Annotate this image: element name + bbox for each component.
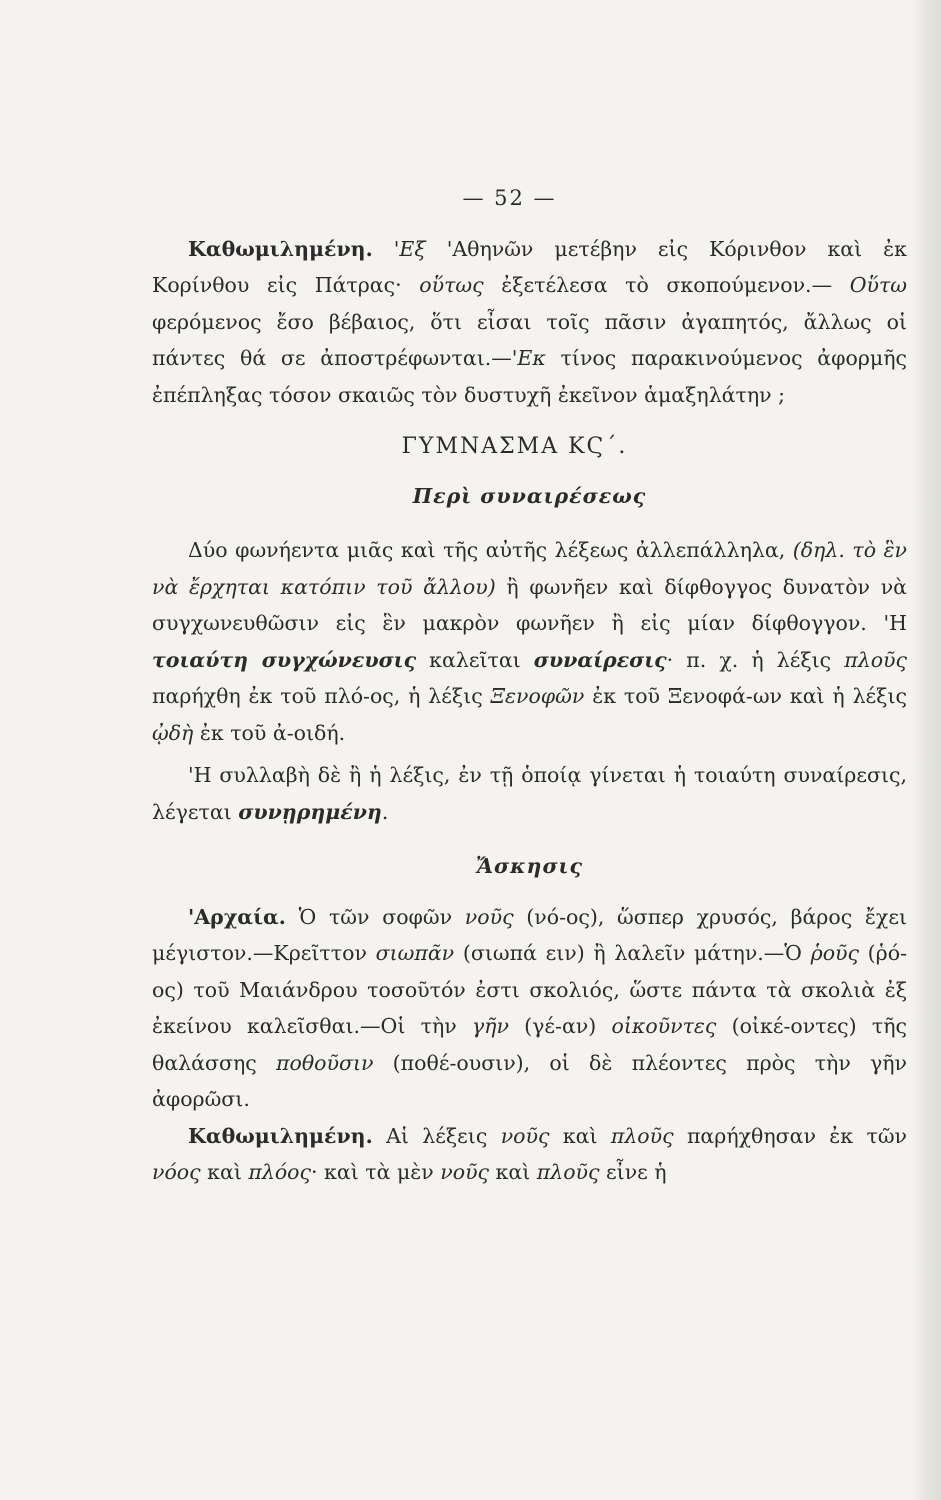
document-page <box>152 180 907 1191</box>
italic-word: ᾠδὴ <box>152 720 194 745</box>
text-run: Δύο φωνήεντα μιᾶς καὶ τῆς αὐτῆς λέξεως ἀλλεπάλληλα, <box>188 538 793 562</box>
italic-word: οἰκοῦντες <box>611 1014 717 1038</box>
italic-word: σιωπᾶν <box>375 941 455 965</box>
text-run: τίνος παρακινούμενος ἀφορμῆς ἐπέπληξας τόσον σκαιῶς τὸν δυστυχῆ ἐκεῖνον ἁμαξηλάτην ; <box>152 346 907 407</box>
text-run: . <box>381 799 389 824</box>
text-run: Ὁ τῶν σοφῶν <box>285 904 465 929</box>
text-run: (ῥό-ος) τοῦ Μαιάνδρου τοσοῦτόν ἐστι σκολιός, ὥστε πάντα τὰ σκολιὰ ἐξ ἐκείνου καλεῖσθαι.—Οἱ τὴν <box>152 941 908 1038</box>
italic-word: πλόος <box>248 1160 312 1184</box>
text-run: (ποθέ-ουσιν), οἱ δὲ πλέοντες πρὸς τὴν γῆν ἀφορῶσι. <box>152 1050 907 1111</box>
text-run: (σιωπά ειν) ἢ λαλεῖν μάτην.—Ὁ <box>454 941 811 965</box>
paragraph-label: Καθωμιλημένη. <box>188 236 373 261</box>
italic-word: ποθοῦσιν <box>276 1050 374 1075</box>
italic-phrase: (δηλ. τὸ ἓν νὰ ἔρχηται κατόπιν τοῦ ἄλλου) <box>152 538 908 599</box>
exercise-heading: Ἄσκησις <box>476 854 583 878</box>
italic-word: νοῦς <box>440 1160 490 1184</box>
section-title: ΓΥΜΝΑΣΜΑ ΚϚ΄. <box>401 434 628 459</box>
text-run: 'Η συλλαβὴ δὲ ἢ ἡ λέξις, ἐν τῇ ὁποίᾳ γίνεται ἡ τοιαύτη συναίρεσις, λέγεται <box>152 763 907 824</box>
italic-word: Ξενοφῶν <box>490 684 585 708</box>
text-run: καὶ <box>200 1160 249 1184</box>
text-run: ἢ φωνῆεν καὶ δίφθογγος δυνατὸν νὰ συγχωνευθῶσιν εἰς ἓν μακρὸν φωνῆεν ἢ εἰς μίαν δίφθογγον. 'Η <box>152 574 907 635</box>
italic-word: πλοῦς <box>610 1123 674 1148</box>
paragraph-label: 'Αρχαία. <box>188 904 286 929</box>
text-run: Αἱ λέξεις <box>372 1123 501 1148</box>
text-run: καλεῖται <box>416 647 534 672</box>
italic-word: γῆν <box>471 1014 509 1038</box>
text-run: · π. χ. ἡ λέξις <box>666 647 845 672</box>
page-edge <box>911 0 941 1500</box>
subheading: Περὶ συναιρέσεως <box>412 483 647 508</box>
page-number: — 52 — <box>462 186 557 210</box>
italic-word: 'Εξ <box>393 236 426 261</box>
text-run: · καὶ τὰ μὲν <box>311 1160 441 1184</box>
text-run: (οἰκέ-οντες) τῆς θαλάσσης <box>152 1014 907 1075</box>
bold-term: τοιαύτη συγχώνευσις <box>152 647 417 672</box>
italic-word: οὕτως <box>419 273 484 297</box>
text-run: (γέ-αν) <box>508 1014 612 1038</box>
text-run: 'Αθηνῶν μετέβην εἰς Κόρινθον καὶ ἐκ Κορίνθου εἰς Πάτρας· <box>152 236 907 297</box>
text-run: ἐξετέλεσα τὸ σκοπούμενον.— <box>483 273 850 297</box>
paragraph-kathomilimeni-2 <box>152 1118 907 1191</box>
text-run: καὶ <box>489 1160 537 1184</box>
paragraph-synirimeni <box>152 757 907 830</box>
text-run: (νό-ος), ὥσπερ χρυσός, βάρος ἔχει μέγιστον.—Κρεῖττον <box>152 904 907 965</box>
bold-term: συναίρεσις <box>533 647 667 672</box>
bold-term: συνῃρημένη <box>238 799 382 824</box>
paragraph-archaia <box>152 899 907 1118</box>
text-run: παρήχθησαν ἐκ τῶν <box>673 1123 907 1148</box>
text-run: ἐκ τοῦ ἀ-οιδή. <box>193 720 346 745</box>
paragraph-kathomilimeni-1 <box>152 231 907 414</box>
text-run: εἶνε ἡ <box>599 1160 667 1184</box>
text-run: φερόμενος ἔσο βέβαιος, ὅτι εἶσαι τοῖς πᾶσιν ἀγαπητός, ἄλλως οἱ πάντες θά σε ἀποστρέφωνται.— <box>152 309 907 370</box>
italic-word: πλοῦς <box>844 647 908 672</box>
italic-word: πλοῦς <box>536 1160 600 1184</box>
italic-word: 'Εκ <box>511 346 546 370</box>
italic-word: νόος <box>152 1160 201 1184</box>
text-run: ἐκ τοῦ Ξενοφά-ων καὶ ἡ λέξις <box>584 684 907 708</box>
italic-word: Οὕτω <box>849 273 908 297</box>
paragraph-definition <box>152 532 907 751</box>
text-run: παρήχθη ἐκ τοῦ πλό-ος, ἡ λέξις <box>152 684 491 708</box>
italic-word: νοῦς <box>464 904 514 929</box>
paragraph-label: Καθωμιλημένη. <box>188 1123 373 1148</box>
italic-word: νοῦς <box>500 1123 550 1148</box>
italic-word: ῥοῦς <box>810 941 859 965</box>
text-run: καὶ <box>549 1123 611 1148</box>
